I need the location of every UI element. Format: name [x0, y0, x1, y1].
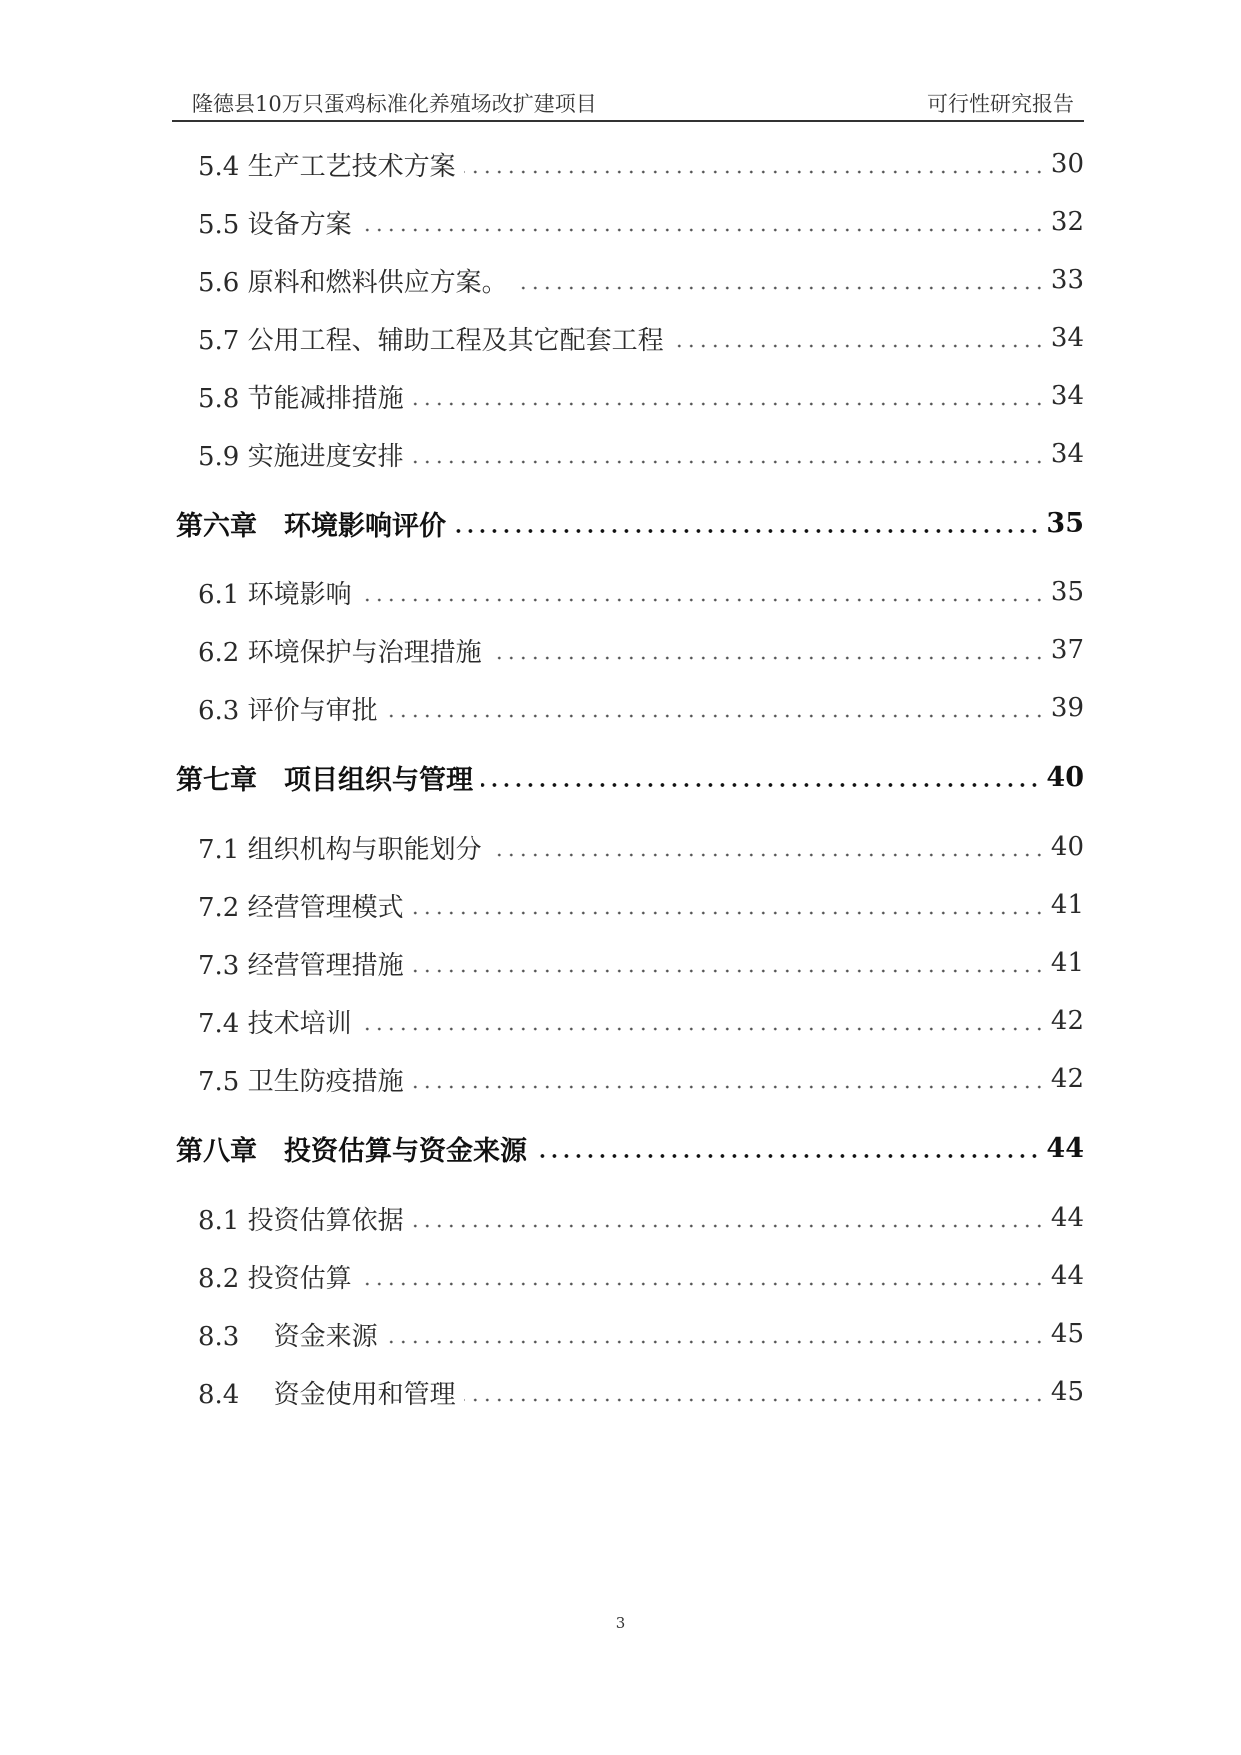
toc-dot-leader [360, 1027, 1045, 1031]
toc-entry-7-4[interactable] [198, 1001, 1084, 1041]
toc-dot-leader [412, 1085, 1045, 1089]
toc-page-number: 42 [1050, 1006, 1084, 1036]
header-project-title: 隆德县10万只蛋鸡标准化养殖场改扩建项目 [192, 92, 597, 116]
toc-page-number: 40 [1046, 761, 1084, 793]
toc-entry-label: 8.1 投资估算依据 [198, 1205, 404, 1236]
toc-chapter-label: 第八章 投资估算与资金来源 [176, 1135, 527, 1167]
toc-dot-leader [481, 783, 1040, 788]
toc-page-number: 45 [1050, 1319, 1084, 1349]
toc-page-number: 42 [1050, 1064, 1084, 1094]
toc-page-number: 34 [1050, 381, 1084, 411]
toc-page-number: 35 [1046, 507, 1084, 539]
toc-dot-leader [360, 1282, 1045, 1286]
toc-dot-leader [412, 460, 1045, 464]
toc-entry-label: 7.4 技术培训 [198, 1008, 352, 1039]
toc-entry-label: 6.3 评价与审批 [198, 695, 378, 726]
toc-page-number: 39 [1050, 693, 1084, 723]
toc-dot-leader [464, 170, 1045, 174]
toc-entry-label: 6.1 环境影响 [198, 579, 352, 610]
toc-page-number: 44 [1050, 1203, 1084, 1233]
toc-entry-label: 7.3 经营管理措施 [198, 950, 404, 981]
toc-page-number: 30 [1050, 149, 1084, 179]
toc-page-number: 41 [1050, 890, 1084, 920]
header-document-type: 可行性研究报告 [927, 92, 1074, 116]
toc-page-number: 34 [1050, 439, 1084, 469]
toc-dot-leader [360, 228, 1045, 232]
toc-entry-8-1[interactable] [198, 1198, 1084, 1238]
toc-entry-8-2[interactable] [198, 1256, 1084, 1296]
toc-chapter-label: 第七章 项目组织与管理 [176, 764, 473, 796]
page-number: 3 [615, 1614, 626, 1632]
toc-entry-7-1[interactable] [198, 827, 1084, 867]
toc-entry-label: 7.1 组织机构与职能划分 [198, 834, 482, 865]
toc-page-number: 33 [1050, 265, 1084, 295]
toc-entry-6-3[interactable] [198, 688, 1084, 728]
toc-page-number: 45 [1050, 1377, 1084, 1407]
toc-entry-label: 7.2 经营管理模式 [198, 892, 404, 923]
toc-page-number: 32 [1050, 207, 1084, 237]
toc-dot-leader [360, 598, 1045, 602]
toc-page-number: 44 [1050, 1261, 1084, 1291]
toc-page-number: 37 [1050, 635, 1084, 665]
toc-dot-leader [412, 969, 1045, 973]
toc-entry-5-6[interactable] [198, 260, 1084, 300]
toc-entry-7-5[interactable] [198, 1059, 1084, 1099]
toc-dot-leader [516, 286, 1045, 290]
toc-entry-5-9[interactable] [198, 434, 1084, 474]
toc-dot-leader [386, 714, 1045, 718]
toc-entry-label: 7.5 卫生防疫措施 [198, 1066, 404, 1097]
toc-entry-label: 5.4 生产工艺技术方案 [198, 151, 456, 182]
toc-dot-leader [454, 529, 1040, 534]
toc-dot-leader [464, 1398, 1045, 1402]
toc-entry-label: 8.3 资金来源 [198, 1321, 378, 1352]
toc-page-number: 35 [1050, 577, 1084, 607]
toc-entry-label: 5.9 实施进度安排 [198, 441, 404, 472]
toc-page-number: 41 [1050, 948, 1084, 978]
toc-entry-5-7[interactable] [198, 318, 1084, 358]
toc-entry-label: 5.6 原料和燃料供应方案。 [198, 267, 508, 298]
toc-chapter-6[interactable] [176, 503, 1084, 543]
toc-entry-7-3[interactable] [198, 943, 1084, 983]
toc-chapter-8[interactable] [176, 1128, 1084, 1168]
toc-chapter-label: 第六章 环境影响评价 [176, 510, 446, 542]
toc-dot-leader [412, 911, 1045, 915]
page-footer [0, 1614, 1241, 1632]
toc-entry-6-1[interactable] [198, 572, 1084, 612]
toc-dot-leader [412, 402, 1045, 406]
toc-dot-leader [490, 853, 1045, 857]
toc-entry-label: 6.2 环境保护与治理措施 [198, 637, 482, 668]
toc-entry-label: 8.4 资金使用和管理 [198, 1379, 456, 1410]
toc-entry-5-8[interactable] [198, 376, 1084, 416]
toc-entry-label: 5.5 设备方案 [198, 209, 352, 240]
toc-entry-8-3[interactable] [198, 1314, 1084, 1354]
toc-page-number: 44 [1046, 1132, 1084, 1164]
toc-entry-5-4[interactable] [198, 144, 1084, 184]
toc-entry-5-5[interactable] [198, 202, 1084, 242]
toc-dot-leader [386, 1340, 1045, 1344]
toc-entry-label: 5.8 节能减排措施 [198, 383, 404, 414]
toc-dot-leader [412, 1224, 1045, 1228]
toc-dot-leader [672, 344, 1045, 348]
toc-dot-leader [535, 1154, 1040, 1159]
toc-entry-6-2[interactable] [198, 630, 1084, 670]
toc-entry-label: 8.2 投资估算 [198, 1263, 352, 1294]
toc-chapter-7[interactable] [176, 757, 1084, 797]
toc-page-number: 34 [1050, 323, 1084, 353]
toc-entry-8-4[interactable] [198, 1372, 1084, 1412]
toc-entry-label: 5.7 公用工程、辅助工程及其它配套工程 [198, 325, 664, 356]
toc-entry-7-2[interactable] [198, 885, 1084, 925]
toc-page-number: 40 [1050, 832, 1084, 862]
toc-dot-leader [490, 656, 1045, 660]
